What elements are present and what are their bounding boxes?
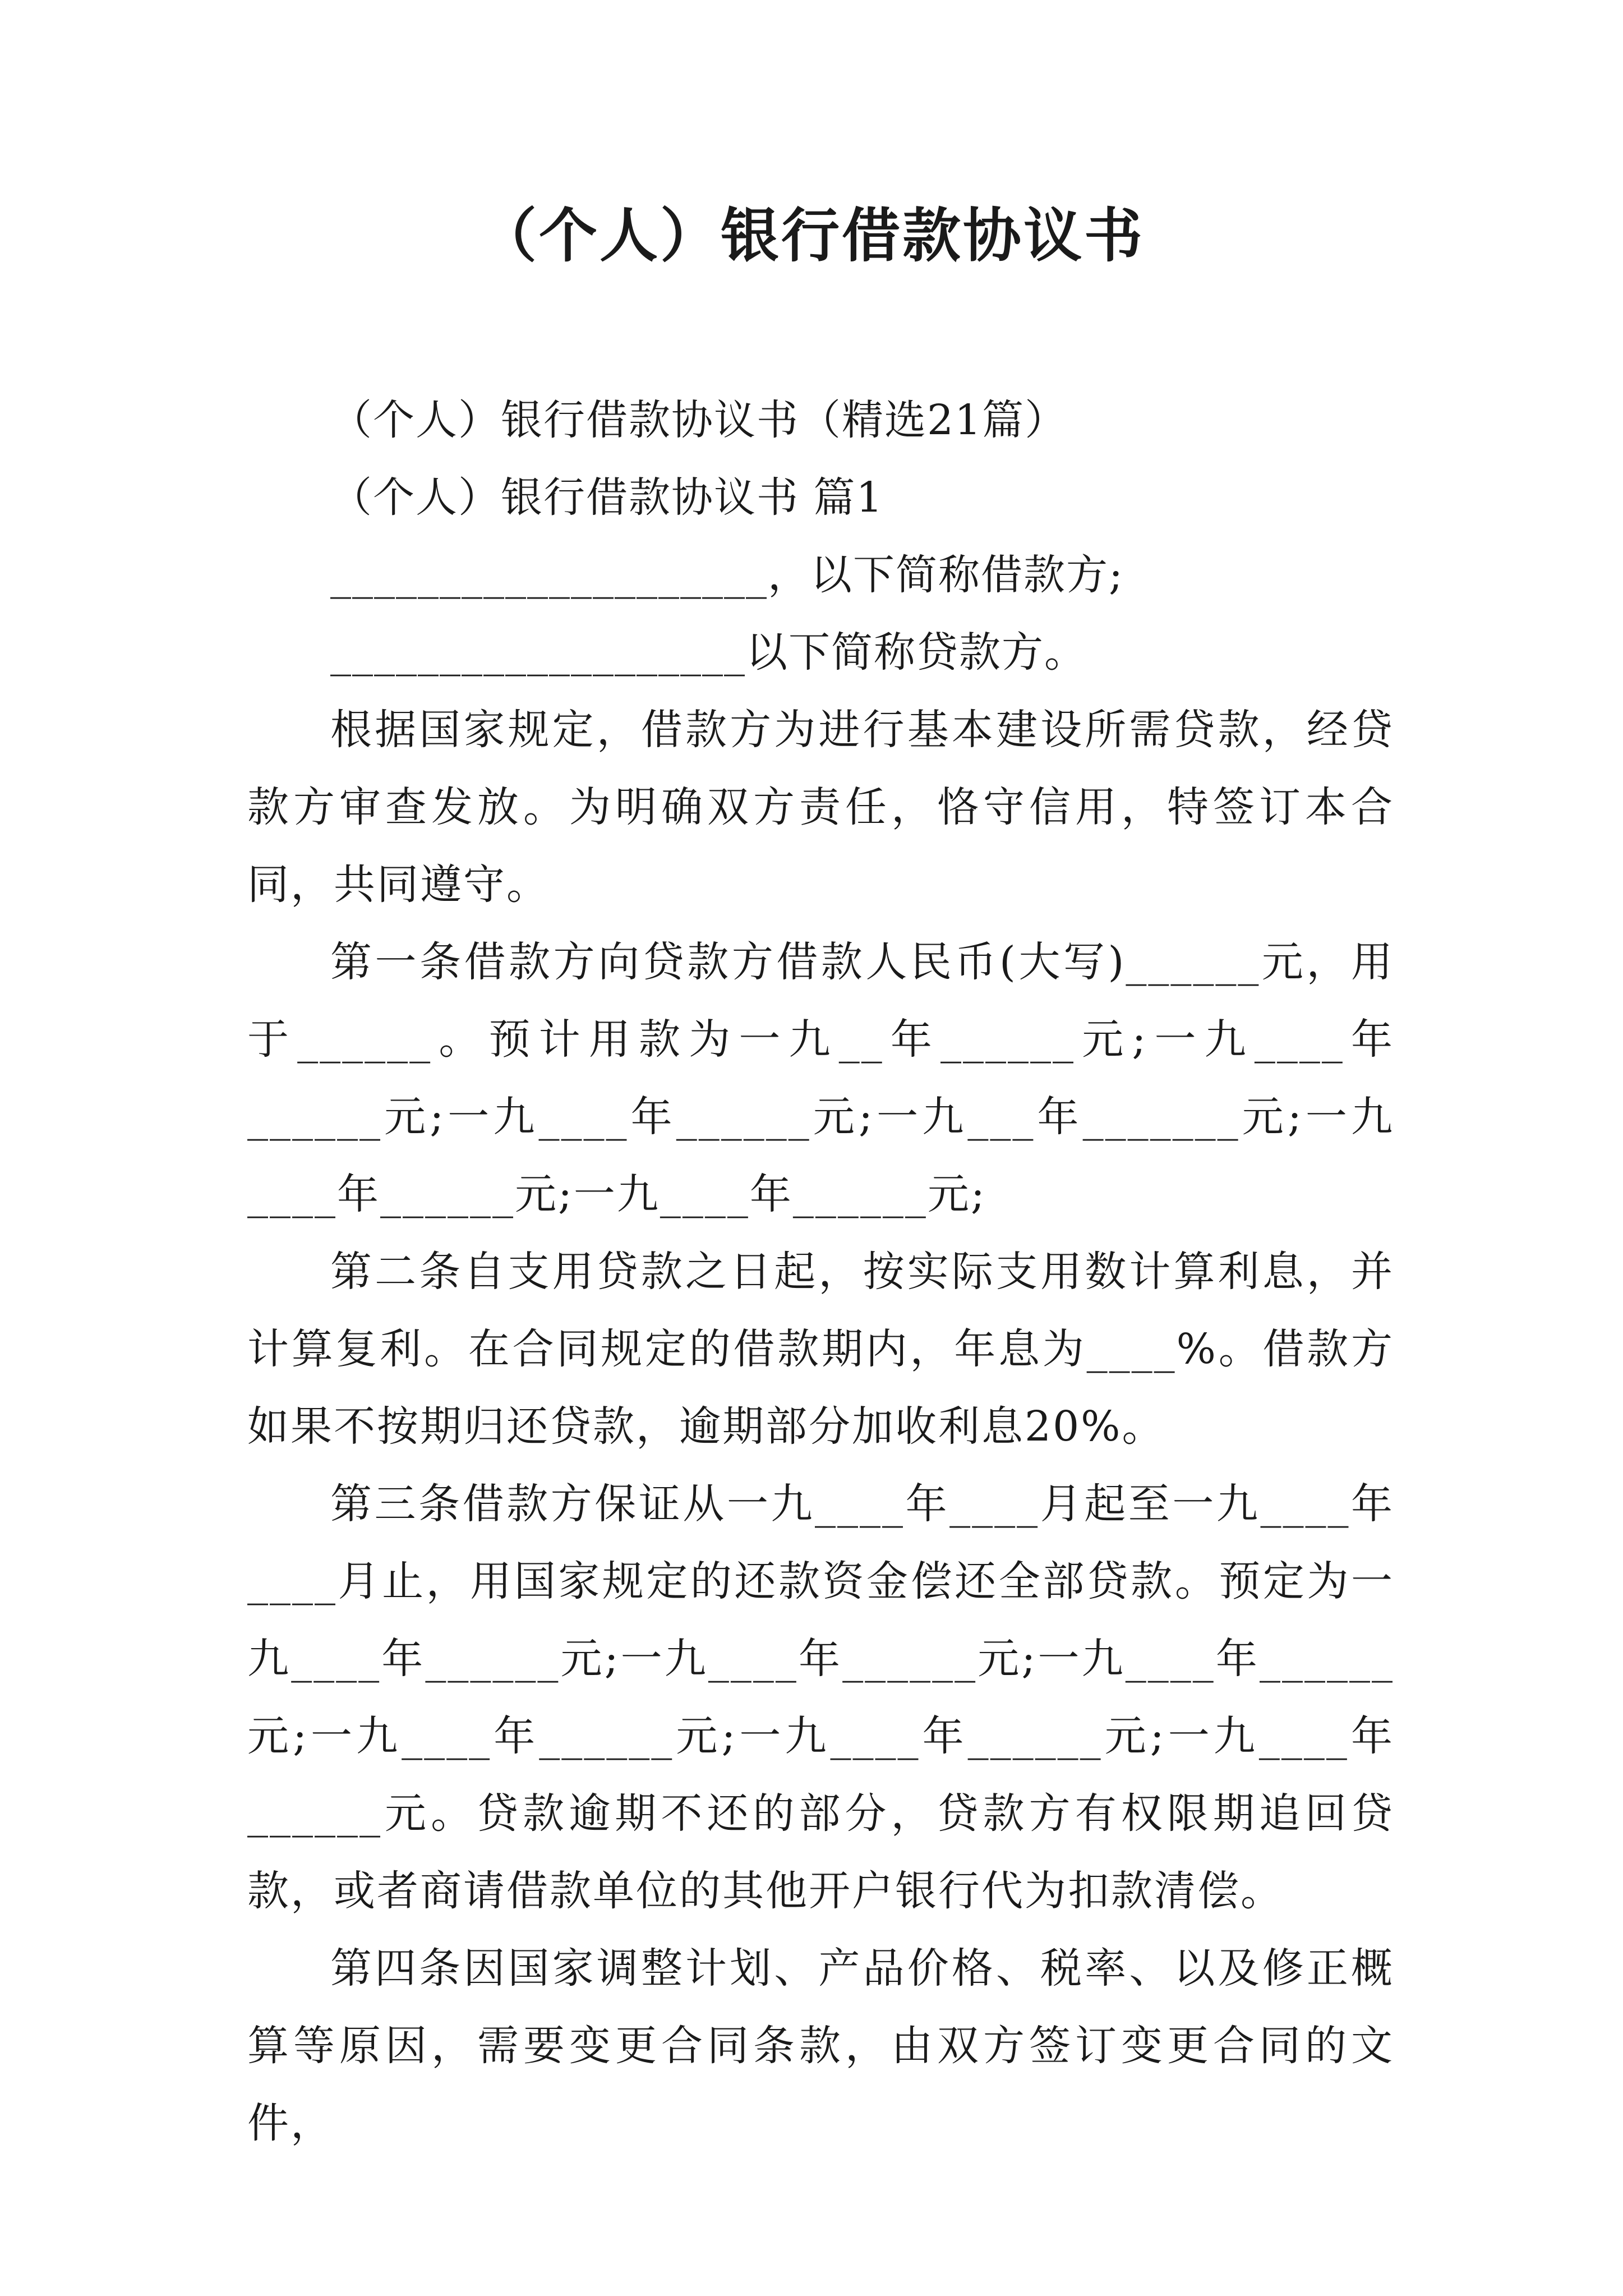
- article-3-paragraph: 第三条借款方保证从一九____年____月起至一九____年____月止，用国家规定的还款资金偿还全部贷款。预定为一九____年______元;一九____年______元;一九____年______元;一九____年______元;一九____年______元;一九____年______元。贷款逾期不还的部分，贷款方有权限期追回贷款，或者商请借款单位的其他开户银行代为扣款清偿。: [247, 1480, 1394, 1915]
- party-borrower-line: ____________________，以下简称借款方;: [330, 551, 1124, 599]
- party-lender-line: ___________________以下简称贷款方。: [330, 628, 1087, 677]
- document-body: [247, 381, 1394, 2162]
- article-1-paragraph: 第一条借款方向贷款方借款人民币(大写)______元，用于______。预计用款为一九__年______元;一九____年______元;一九____年______元;一九___年_______元;一九____年______元;一九____年______元;: [247, 938, 1394, 1218]
- article-4-paragraph: 第四条因国家调整计划、产品价格、税率、以及修正概算等原因，需要变更合同条款，由双方签订变更合同的文件，: [247, 1944, 1394, 2147]
- document-subtitle: （个人）银行借款协议书（精选21篇）: [330, 396, 1068, 444]
- article-2-paragraph: 第二条自支用贷款之日起，按实际支用数计算利息，并计算复利。在合同规定的借款期内，年息为____%。借款方如果不按期归还贷款，逾期部分加收利息20%。: [247, 1248, 1394, 1451]
- section-heading: （个人）银行借款协议书 篇1: [330, 473, 884, 522]
- document-title: （个人）银行借款协议书: [478, 201, 1145, 270]
- preamble-paragraph: 根据国家规定，借款方为进行基本建设所需贷款，经贷款方审查发放。为明确双方责任，恪守信用，特签订本合同，共同遵守。: [247, 706, 1394, 909]
